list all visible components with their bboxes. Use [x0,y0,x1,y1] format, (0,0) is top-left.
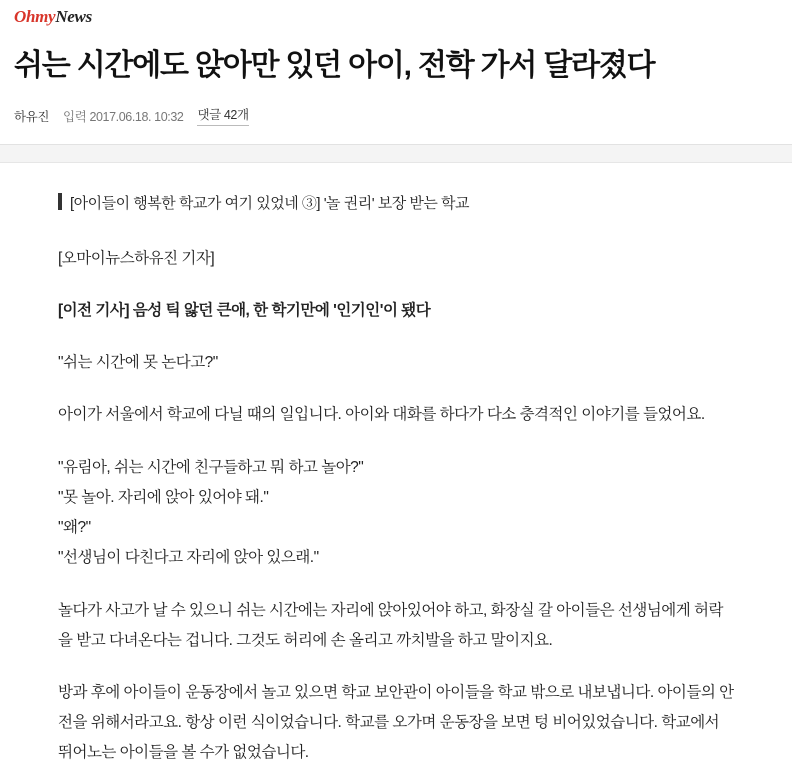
series-subhead [58,189,734,218]
subhead-accent-bar [58,193,62,210]
page-title: 쉬는 시간에도 앉아만 있던 아이, 전학 가서 달라졌다 [14,49,655,82]
dialogue-line: "선생님이 다친다고 자리에 앉아 있으래." [58,549,319,567]
comment-count-link[interactable] [197,105,248,128]
dialogue-line: "유림아, 쉬는 시간에 친구들하고 뭐 하고 놀아?" [58,458,364,476]
byline [14,105,778,128]
byline-tag: [오마이뉴스하유진 기자] [58,249,215,267]
dialogue-line: "왜?" [58,519,91,537]
logo-text-ohmy: Ohmy [14,7,56,26]
paragraph: 놀다가 사고가 날 수 있으니 쉬는 시간에는 자리에 앉아있어야 하고, 화장실 갈 아이들은 선생님에게 허락을 받고 다녀온다는 겁니다. 그것도 허리에 손 올리고 까치발을 하고 말이지요. [58,601,723,649]
paragraph: 아이가 서울에서 학교에 다닐 때의 일입니다. 아이와 대화를 하다가 다소 충격적인 이야기를 들었어요. [58,406,705,424]
publish-date: 입력 2017.06.18. 10:32 [63,110,184,124]
paragraph: "쉬는 시간에 못 논다고?" [58,354,218,372]
subhead-text: [아이들이 행복한 학교가 여기 있었네 ③] '놀 권리' 보장 받는 학교 [70,194,469,212]
ohmynews-logo[interactable] [14,8,92,25]
comment-link-underline [197,125,248,126]
site-header [0,0,792,27]
comment-count-label: 댓글 42개 [197,107,249,122]
paragraph: 방과 후에 아이들이 운동장에서 놀고 있으면 학교 보안관이 아이들을 학교 밖으로 내보냅니다. 아이들의 안전을 위해서라고요. 항상 이런 식이었습니다. 학교를 오가며 운동장을 보면 텅 비어있었습니다. 학교에서 뛰어노는 아이들을 볼 수가 없었습니다. [58,683,734,762]
author-name: 하유진 [14,110,50,124]
dialogue-line: "못 놀아. 자리에 앉아 있어야 돼." [58,488,269,506]
article-header [0,27,792,128]
dialogue-block [58,453,734,574]
article-body [0,163,792,769]
header-gray-band [0,145,792,163]
logo-text-news: News [55,7,92,26]
previous-article-link[interactable]: [이전 기사] 음성 틱 앓던 큰애, 한 학기만에 '인기인'이 됐다 [58,301,431,319]
